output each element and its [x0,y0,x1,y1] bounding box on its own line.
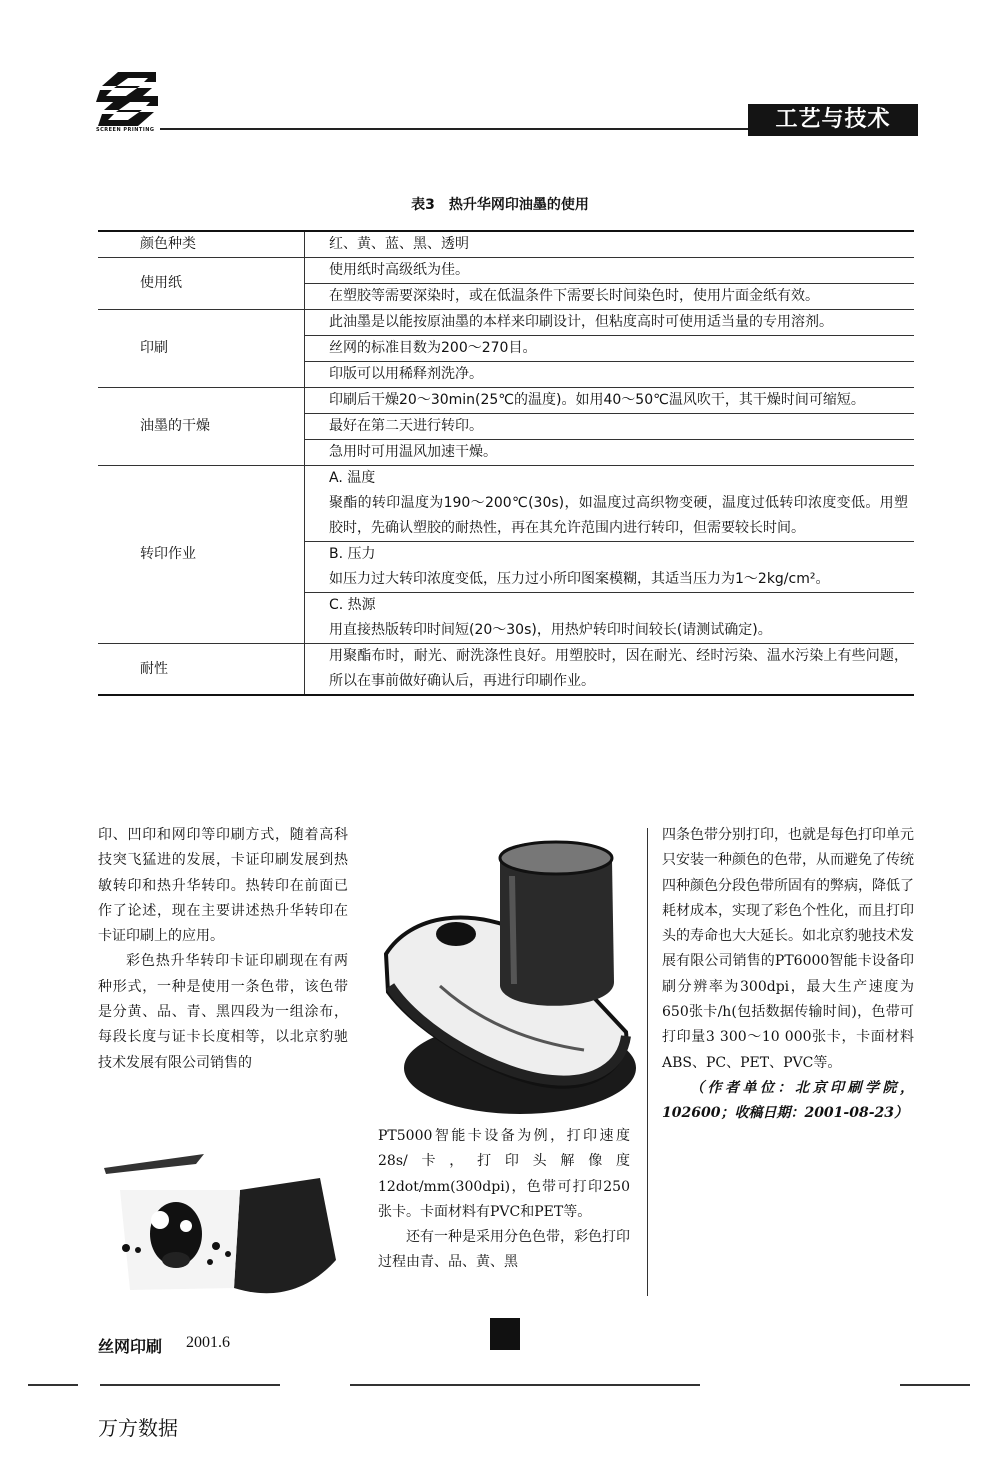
row-value: 印刷后干燥20～30min(25℃的温度)。如用40～50℃温风吹干，其干燥时间可缩短。 [305,388,915,414]
table-row [98,388,914,414]
row-text: 聚酯的转印温度为190～200℃(30s)，如温度过高织物变硬，温度过低转印浓度变低。用塑胶时，先确认塑胶的耐热性，再在其允许范围内进行转印，但需要较长时间。 [329,495,908,536]
row-text: 用直接热版转印时间短(20～30s)，用热炉转印时间较长(请测试确定)。 [329,622,772,638]
scan-artifact [900,1384,970,1386]
page-marker [490,1318,520,1350]
table-caption: 表3 热升华网印油墨的使用 [411,197,589,213]
column-1 [98,823,348,1076]
paragraph: 四条色带分别打印，也就是每色打印单元只安装一种颜色的色带，从而避免了传统四种颜色分段色带所固有的弊病，降低了耗材成本，实现了彩色个性化，而且打印头的寿命也大大延长。如北京豹驰技术发展有限公司销售的PT6000智能卡设备印刷分辨率为300dpi，最大生产速度为650张卡/h(包括数据传输时间)，色带可打印量3 300～10 000张卡，卡面材料ABS、PC、PET、PVC等。 [662,827,914,1071]
scan-artifact [350,1384,700,1386]
row-category: 使用纸 [98,258,305,310]
scan-artifact [28,1384,78,1386]
row-heading: C. 热源 [329,597,376,613]
printed-card-photo [100,1150,345,1300]
issue-number: 2001.6 [186,1334,230,1351]
row-value: 在塑胶等需要深染时，或在低温条件下需要长时间染色时，使用片面金纸有效。 [305,284,915,310]
row-category: 转印作业 [98,466,305,644]
row-value [305,593,915,644]
ink-usage-table [98,230,914,696]
row-category: 耐性 [98,644,305,696]
column-3 [662,823,914,1127]
row-value: 印版可以用稀释剂洗净。 [305,362,915,388]
scan-artifact [100,1384,280,1386]
row-value: 用聚酯布时，耐光、耐洗涤性良好。用塑胶时，因在耐光、经时污染、温水污染上有些问题，所以在事前做好确认后，再进行印刷作业。 [305,644,915,696]
row-value: 使用纸时高级纸为佳。 [305,258,915,284]
row-value: 急用时可用温风加速干燥。 [305,440,915,466]
table-row [98,258,914,284]
table-row [98,231,914,258]
row-heading: B. 压力 [329,546,376,562]
source-watermark: 万方数据 [98,1416,178,1440]
paragraph: PT5000智能卡设备为例，打印速度28s/卡，打印头解像度12dot/mm(300dpi)，色带可打印250张卡。卡面材料有PVC和PET等。 [378,1128,630,1220]
table-row [98,310,914,336]
row-heading: A. 温度 [329,470,376,486]
row-category: 印刷 [98,310,305,388]
paragraph: 印、凹印和网印等印刷方式，随着高科技突飞猛进的发展，卡证印刷发展到热敏转印和热升华转印。热转印在前面已作了论述，现在主要讲述热升华转印在卡证印刷上的应用。 [98,827,348,945]
row-value [305,466,915,542]
author-note: （作者单位：北京印刷学院，102600；收稿日期：2001-08-23） [662,1079,914,1122]
screen-printing-logo [96,68,162,130]
table-row [98,466,914,542]
table-row [98,644,914,696]
column-separator [647,828,648,1296]
logo-text: SCREEN PRINTING [96,127,155,133]
row-category: 油墨的干燥 [98,388,305,466]
row-value [305,542,915,593]
row-category: 颜色种类 [98,231,305,258]
card-printer-photo [380,836,636,1120]
row-text: 如压力过大转印浓度变低，压力过小所印图案模糊，其适当压力为1～2kg/cm²。 [329,571,830,587]
row-value: 此油墨是以能按原油墨的本样来印刷设计，但粘度高时可使用适当量的专用溶剂。 [305,310,915,336]
header-rule [160,128,756,130]
row-value: 丝网的标准目数为200～270目。 [305,336,915,362]
row-value: 最好在第二天进行转印。 [305,414,915,440]
section-title: 工艺与技术 [748,104,918,136]
row-value: 红、黄、蓝、黑、透明 [305,231,915,258]
journal-name: 丝网印刷 [98,1337,163,1356]
paragraph: 彩色热升华转印卡证印刷现在有两种形式，一种是使用一条色带，该色带是分黄、品、青、黑四段为一组涂布，每段长度与证卡长度相等，以北京豹驰技术发展有限公司销售的 [98,953,348,1071]
paragraph: 还有一种是采用分色色带，彩色打印过程由青、品、黄、黑 [378,1229,630,1271]
column-2 [378,1124,630,1276]
